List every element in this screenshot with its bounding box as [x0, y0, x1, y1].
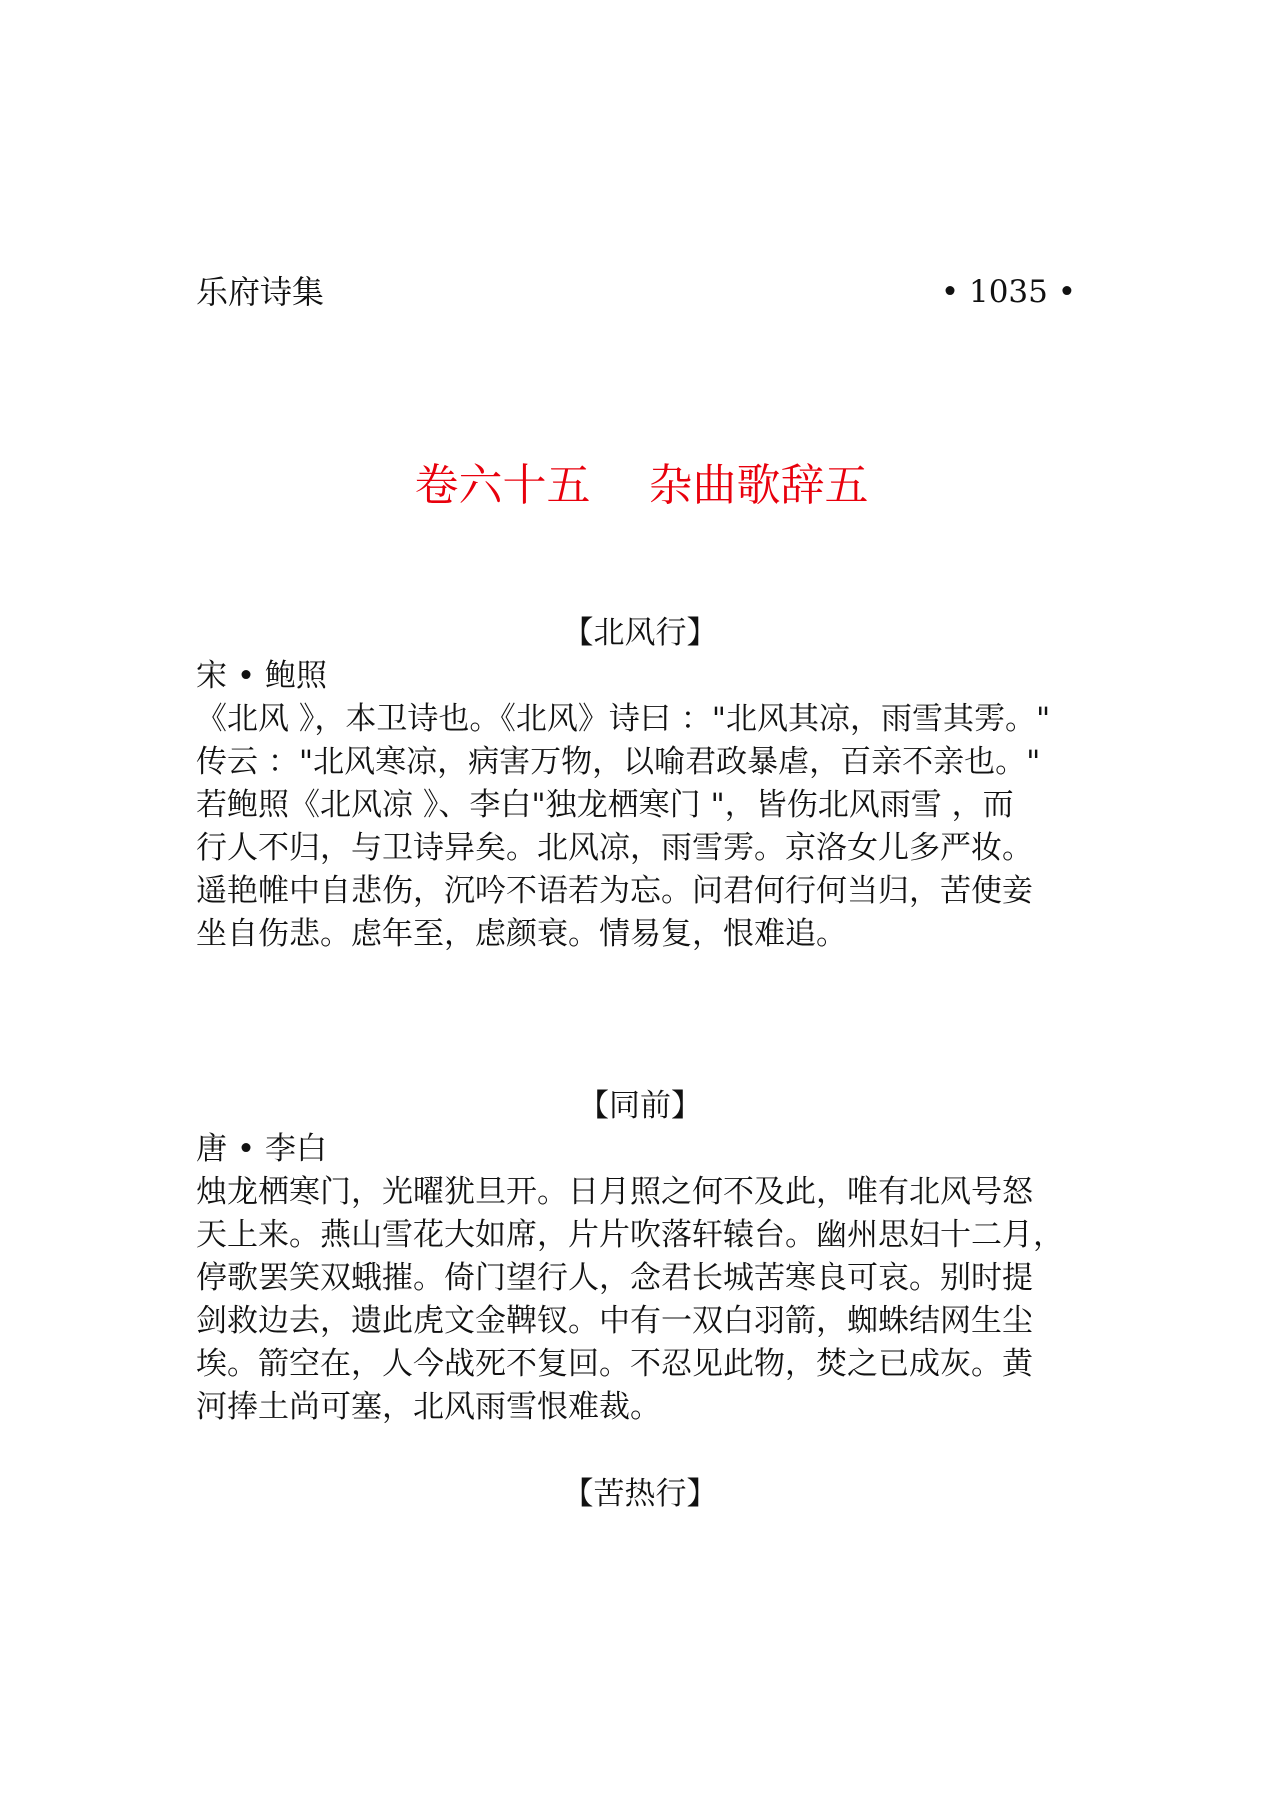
poem-section — [196, 1473, 1096, 1516]
poem-section — [196, 612, 1096, 956]
page-number: • 1035 • — [940, 274, 1076, 310]
poem-text: 《北风 》，本卫诗也。《北风》诗曰 ："北风其凉，雨雪其雱。" 传云 ："北风寒凉，病害万物，以喻君政暴虐，百亲不亲也。" 若鲍照《北风凉 》、李白"独龙栖寒门 "，皆伤北风雨雪 ，而 行人不归，与卫诗异矣。北风凉，雨雪雱。京洛女儿多严妆。 遥艳帷中自悲伤，沉吟不语若为忘。问君何行何当归，苦使妾 坐自伤悲。虑年至，虑颜衰。情易复，恨难追。 — [196, 701, 1051, 952]
book-title: 乐府诗集 — [196, 273, 325, 311]
section-title: 【苦热行】 — [562, 1476, 718, 1512]
section-title: 【同前】 — [578, 1088, 702, 1124]
page-header — [196, 270, 1076, 320]
poem-author: 唐 • 李白 — [196, 1131, 327, 1167]
poem-section — [196, 1085, 1096, 1429]
poem-author: 宋 • 鲍照 — [196, 658, 327, 694]
section-title: 【北风行】 — [562, 615, 718, 651]
poem-text: 烛龙栖寒门，光曜犹旦开。日月照之何不及此，唯有北风号怒 天上来。燕山雪花大如席，片片吹落轩辕台。幽州思妇十二月， 停歌罢笑双蛾摧。倚门望行人，念君长城苦寒良可哀。别时提 剑救边去，遗此虎文金鞞钗。中有一双白羽箭，蜘蛛结网生尘 埃。箭空在，人今战死不复回。不忍见此物，焚之已成灰。黄 河捧土尚可塞，北风雨雪恨难裁。 — [196, 1174, 1064, 1425]
chapter-title: 卷六十五 杂曲歌辞五 — [414, 460, 869, 511]
